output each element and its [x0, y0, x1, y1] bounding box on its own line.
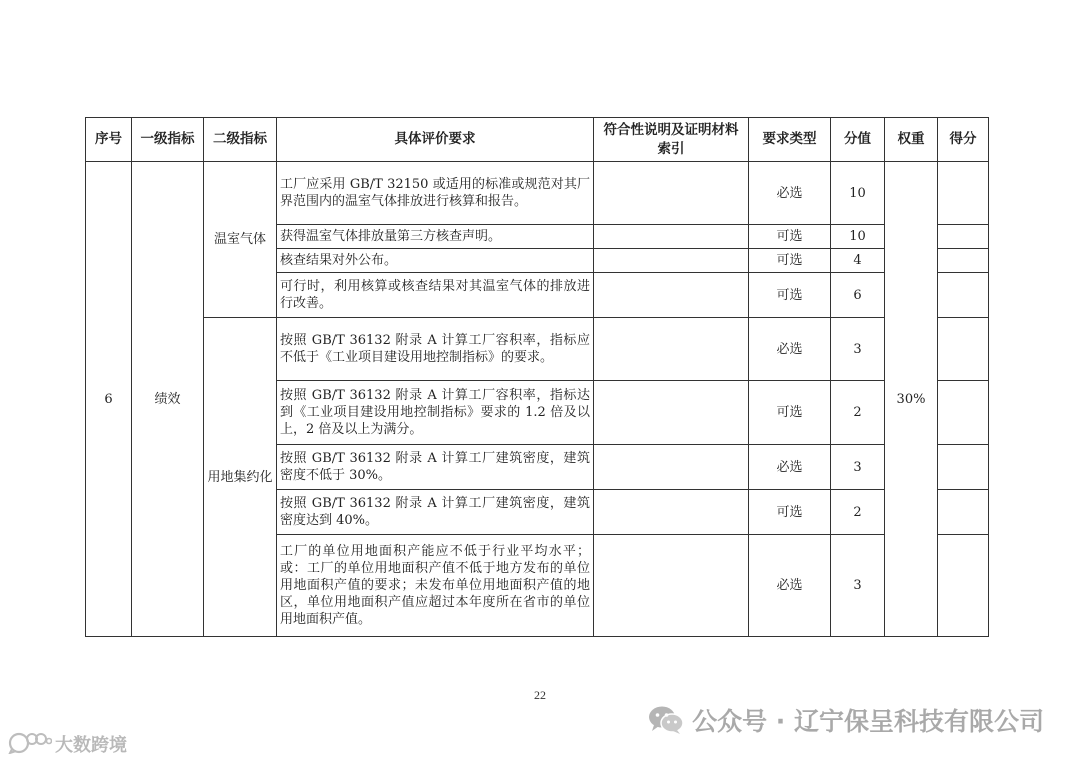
table-row — [86, 162, 989, 225]
type-cell: 可选 — [749, 381, 831, 445]
header-score: 分值 — [831, 118, 885, 162]
level2-cell-ghg: 温室气体 — [204, 162, 277, 318]
result-cell[interactable] — [938, 225, 989, 249]
evidence-cell[interactable] — [594, 225, 749, 249]
header-type: 要求类型 — [749, 118, 831, 162]
type-cell: 可选 — [749, 249, 831, 273]
result-cell[interactable] — [938, 318, 989, 381]
requirement-cell: 按照 GB/T 36132 附录 A 计算工厂建筑密度，建筑密度不低于 30%。 — [277, 445, 594, 490]
result-cell[interactable] — [938, 273, 989, 318]
evidence-cell[interactable] — [594, 381, 749, 445]
evaluation-table — [85, 117, 989, 637]
requirement-cell: 按照 GB/T 36132 附录 A 计算工厂容积率，指标达到《工业项目建设用地控制指标》要求的 1.2 倍及以上，2 倍及以上为满分。 — [277, 381, 594, 445]
watermark-wechat-text: 公众号 · 辽宁保呈科技有限公司 — [692, 707, 1044, 736]
evidence-cell[interactable] — [594, 162, 749, 225]
level2-cell-land: 用地集约化 — [204, 318, 277, 637]
page-number: 22 — [534, 688, 546, 702]
watermark-wechat — [648, 703, 1044, 737]
header-level1: 一级指标 — [132, 118, 204, 162]
evidence-cell[interactable] — [594, 249, 749, 273]
score-cell: 3 — [831, 318, 885, 381]
evidence-cell[interactable] — [594, 273, 749, 318]
result-cell[interactable] — [938, 535, 989, 637]
score-cell: 4 — [831, 249, 885, 273]
table-row — [86, 318, 989, 381]
header-level2: 二级指标 — [204, 118, 277, 162]
requirement-cell: 工厂应采用 GB/T 32150 或适用的标准或规范对其厂界范围内的温室气体排放进行核算和报告。 — [277, 162, 594, 225]
type-cell: 必选 — [749, 445, 831, 490]
header-evidence: 符合性说明及证明材料索引 — [594, 118, 749, 162]
header-seq: 序号 — [86, 118, 132, 162]
score-cell: 3 — [831, 535, 885, 637]
result-cell[interactable] — [938, 490, 989, 535]
type-cell: 可选 — [749, 273, 831, 318]
weight-cell: 30% — [885, 162, 938, 637]
type-cell: 必选 — [749, 162, 831, 225]
header-requirement: 具体评价要求 — [277, 118, 594, 162]
score-cell: 6 — [831, 273, 885, 318]
seq-cell: 6 — [86, 162, 132, 637]
score-cell: 10 — [831, 162, 885, 225]
result-cell[interactable] — [938, 249, 989, 273]
score-cell: 2 — [831, 490, 885, 535]
score-cell: 10 — [831, 225, 885, 249]
result-cell[interactable] — [938, 445, 989, 490]
type-cell: 必选 — [749, 535, 831, 637]
type-cell: 可选 — [749, 490, 831, 535]
evidence-cell[interactable] — [594, 445, 749, 490]
result-cell[interactable] — [938, 381, 989, 445]
result-cell[interactable] — [938, 162, 989, 225]
chat-bubble-icon — [8, 730, 52, 759]
evidence-cell[interactable] — [594, 535, 749, 637]
wechat-icon — [648, 705, 684, 735]
requirement-cell: 核查结果对外公布。 — [277, 249, 594, 273]
header-weight: 权重 — [885, 118, 938, 162]
requirement-cell: 可行时，利用核算或核查结果对其温室气体的排放进行改善。 — [277, 273, 594, 318]
evidence-cell[interactable] — [594, 318, 749, 381]
type-cell: 必选 — [749, 318, 831, 381]
requirement-cell: 获得温室气体排放量第三方核查声明。 — [277, 225, 594, 249]
score-cell: 2 — [831, 381, 885, 445]
score-cell: 3 — [831, 445, 885, 490]
requirement-cell: 按照 GB/T 36132 附录 A 计算工厂建筑密度，建筑密度达到 40%。 — [277, 490, 594, 535]
requirement-cell: 工厂的单位用地面积产能应不低于行业平均水平；或：工厂的单位用地面积产值不低于地方发布的单位用地面积产值的要求；未发布单位用地面积产值的地区，单位用地面积产值应超过本年度所在省市的单位用地面积产值。 — [277, 535, 594, 637]
evidence-cell[interactable] — [594, 490, 749, 535]
level1-cell: 绩效 — [132, 162, 204, 637]
type-cell: 可选 — [749, 225, 831, 249]
header-result: 得分 — [938, 118, 989, 162]
watermark-brand-text: 大数跨境 — [55, 735, 127, 756]
requirement-cell: 按照 GB/T 36132 附录 A 计算工厂容积率，指标应不低于《工业项目建设用地控制指标》的要求。 — [277, 318, 594, 381]
watermark-brand — [8, 731, 127, 757]
table-header-row — [86, 118, 989, 162]
